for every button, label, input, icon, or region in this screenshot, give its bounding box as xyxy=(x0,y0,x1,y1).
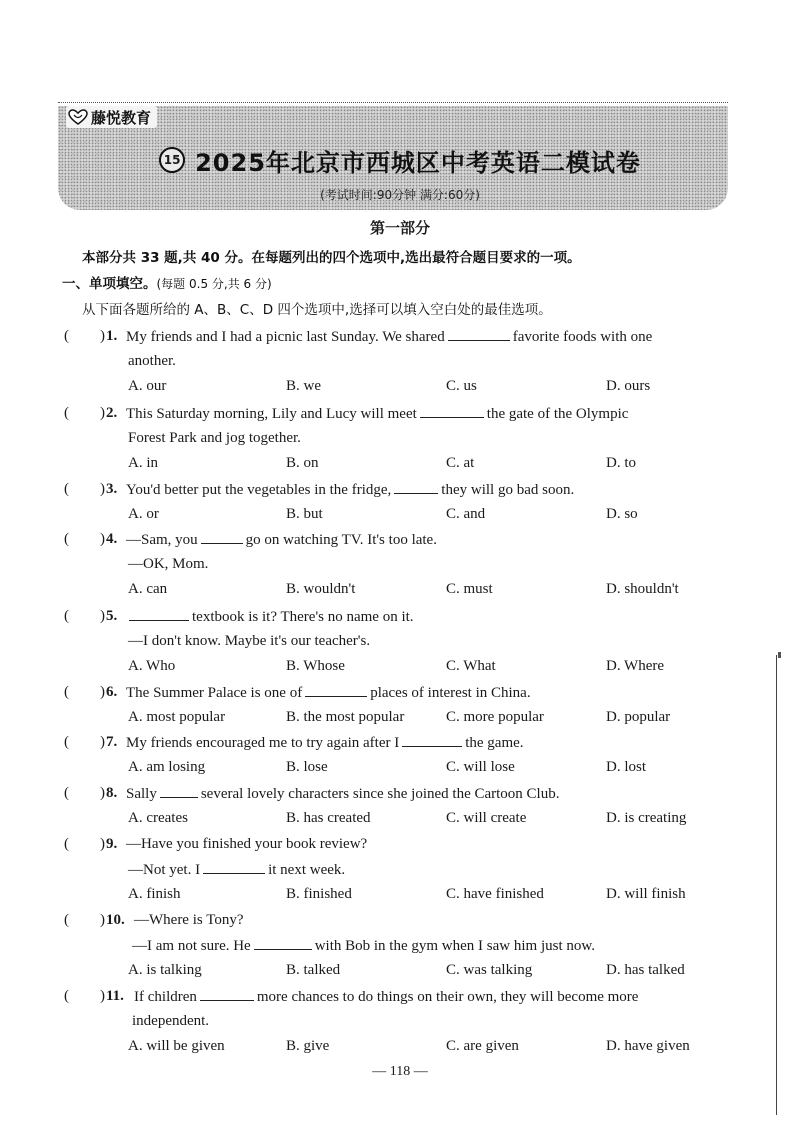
answer-blank xyxy=(254,933,312,950)
option-b: B. wouldn't xyxy=(286,581,356,597)
part-intro xyxy=(82,246,581,266)
option-d: D. is creating xyxy=(606,810,687,826)
question-line xyxy=(64,781,744,806)
question-text xyxy=(126,477,574,503)
answer-paren-close: ) xyxy=(100,328,105,344)
question-text-segment: they will go bad soon. xyxy=(441,482,575,498)
answer-paren-close: ) xyxy=(100,405,105,421)
option-c: C. us xyxy=(446,378,477,394)
option-b: B. lose xyxy=(286,759,328,775)
option-b: B. but xyxy=(286,506,323,522)
question-text-segment: —Have you finished your book review? xyxy=(126,836,368,852)
option-a: A. is talking xyxy=(128,962,202,978)
brand-logo xyxy=(66,106,157,128)
option-a: A. most popular xyxy=(128,709,226,725)
question-text-segment: Forest Park and jog together. xyxy=(128,430,301,446)
question-number: 7. xyxy=(106,734,118,750)
option-row xyxy=(64,451,744,477)
question-text-segment: more chances to do things on their own, they will become more xyxy=(256,989,639,1005)
section-instruction: 从下面各题所给的 A、B、C、D 四个选项中,选择可以填入空白处的最佳选项。 xyxy=(82,302,552,318)
question-text xyxy=(128,426,301,451)
answer-blank xyxy=(448,324,510,341)
exam-number-badge: 15 xyxy=(159,147,185,173)
question-number: 2. xyxy=(106,405,118,421)
answer-paren-open: ( xyxy=(64,328,69,344)
option-d: D. so xyxy=(606,506,638,522)
option-a: A. creates xyxy=(128,810,188,826)
question xyxy=(64,527,744,603)
question-text-segment: My friends and I had a picnic last Sunday. We shared xyxy=(126,329,445,345)
option-c: C. What xyxy=(446,658,496,674)
question xyxy=(64,604,744,680)
question-number: 1. xyxy=(106,328,118,344)
answer-paren-close: ) xyxy=(100,481,105,497)
answer-paren-open: ( xyxy=(64,785,69,801)
question xyxy=(64,401,744,477)
option-b: B. talked xyxy=(286,962,341,978)
question-line xyxy=(64,857,744,882)
question-line xyxy=(64,401,744,426)
answer-paren-open: ( xyxy=(64,405,69,421)
option-d: D. lost xyxy=(606,759,647,775)
question-text-segment: —Sam, you xyxy=(126,532,198,548)
answer-blank xyxy=(305,680,367,697)
option-b: B. the most popular xyxy=(286,709,405,725)
option-a: A. in xyxy=(128,455,158,471)
question-text-segment: Sally xyxy=(126,786,157,802)
question-line xyxy=(64,1009,744,1034)
option-d: D. have given xyxy=(606,1038,690,1054)
question-number: 8. xyxy=(106,785,118,801)
answer-paren-close: ) xyxy=(100,684,105,700)
option-a: A. will be given xyxy=(128,1038,225,1054)
option-b: B. on xyxy=(286,455,319,471)
question-text-segment: —Where is Tony? xyxy=(134,912,244,928)
option-c: C. will create xyxy=(446,810,527,826)
answer-paren-open: ( xyxy=(64,684,69,700)
answer-blank xyxy=(203,857,265,874)
option-row xyxy=(64,1034,744,1060)
option-row xyxy=(64,806,744,832)
question-number: 3. xyxy=(106,481,118,497)
answer-blank xyxy=(200,984,254,1001)
answer-paren-open: ( xyxy=(64,912,69,928)
answer-paren-open: ( xyxy=(64,836,69,852)
question-text-segment: This Saturday morning, Lily and Lucy will meet xyxy=(126,406,417,422)
question-number: 9. xyxy=(106,836,118,852)
question-text-segment: go on watching TV. It's too late. xyxy=(245,532,437,548)
question-line xyxy=(64,908,744,933)
question xyxy=(64,680,744,731)
answer-paren-open: ( xyxy=(64,734,69,750)
option-row xyxy=(64,705,744,731)
question-line xyxy=(64,324,744,349)
option-a: A. our xyxy=(128,378,167,394)
question-text-segment: textbook is it? There's no name on it. xyxy=(192,609,414,625)
top-dotted-rule xyxy=(58,102,728,103)
question-number: 5. xyxy=(106,608,118,624)
question xyxy=(64,984,744,1060)
question-line xyxy=(64,933,744,958)
option-d: D. has talked xyxy=(606,962,685,978)
question xyxy=(64,832,744,908)
part-title: 第一部分 xyxy=(369,219,430,237)
option-row xyxy=(64,577,744,603)
option-a: A. Who xyxy=(128,658,176,674)
option-b: B. has created xyxy=(286,810,371,826)
option-d: D. Where xyxy=(606,658,665,674)
answer-blank xyxy=(160,781,198,798)
part-intro-text: 本部分共 33 题,共 40 分。在每题列出的四个选项中,选出最符合题目要求的一项。 xyxy=(82,250,581,266)
question xyxy=(64,781,744,832)
page-number: — 118 — xyxy=(372,1064,428,1079)
question-number: 4. xyxy=(106,531,118,547)
question-text xyxy=(128,552,208,577)
question-text-segment: favorite foods with one xyxy=(512,329,653,345)
answer-paren-open: ( xyxy=(64,608,69,624)
question-text-segment: If children xyxy=(134,989,197,1005)
question-line xyxy=(64,552,744,577)
option-c: C. and xyxy=(446,506,486,522)
question-text-segment: The Summer Palace is one of xyxy=(126,685,303,701)
option-row xyxy=(64,374,744,400)
option-b: B. we xyxy=(286,378,321,394)
heart-logo-icon xyxy=(68,109,88,125)
answer-blank xyxy=(402,730,462,747)
option-c: C. more popular xyxy=(446,709,544,725)
question-text-segment: the game. xyxy=(465,735,524,751)
answer-paren-open: ( xyxy=(64,481,69,497)
question-line xyxy=(64,426,744,451)
option-b: B. give xyxy=(286,1038,330,1054)
question-text-segment: —I don't know. Maybe it's our teacher's. xyxy=(128,633,371,649)
option-c: C. are given xyxy=(446,1038,519,1054)
exam-subtitle: (考试时间:90分钟 满分:60分) xyxy=(320,188,480,202)
question-line xyxy=(64,629,744,654)
option-row xyxy=(64,755,744,781)
option-a: A. am losing xyxy=(128,759,206,775)
answer-blank xyxy=(420,401,484,418)
section-title xyxy=(62,272,272,292)
answer-blank xyxy=(394,477,438,494)
question-text-segment: several lovely characters since she joined the Cartoon Club. xyxy=(200,786,560,802)
question-text xyxy=(134,908,243,933)
option-c: C. will lose xyxy=(446,759,515,775)
question-line xyxy=(64,984,744,1009)
question-text xyxy=(126,527,437,553)
question xyxy=(64,908,744,984)
option-b: B. finished xyxy=(286,886,352,902)
answer-paren-close: ) xyxy=(100,608,105,624)
edge-mark xyxy=(778,652,781,658)
question-text xyxy=(126,680,531,706)
answer-paren-close: ) xyxy=(100,988,105,1004)
question-text xyxy=(126,730,524,756)
option-c: C. have finished xyxy=(446,886,544,902)
answer-paren-open: ( xyxy=(64,531,69,547)
question-text xyxy=(126,781,559,807)
option-b: B. Whose xyxy=(286,658,345,674)
option-d: D. to xyxy=(606,455,636,471)
question xyxy=(64,730,744,781)
question-line xyxy=(64,604,744,629)
question xyxy=(64,324,744,400)
question-text xyxy=(132,1009,209,1034)
question-text xyxy=(126,324,652,350)
answer-paren-close: ) xyxy=(100,531,105,547)
question-text-segment: with Bob in the gym when I saw him just now. xyxy=(314,938,595,954)
option-a: A. can xyxy=(128,581,168,597)
answer-blank xyxy=(201,527,243,544)
option-d: D. popular xyxy=(606,709,671,725)
question-text xyxy=(126,604,414,630)
question-line xyxy=(64,349,744,374)
question-text-segment: —I am not sure. He xyxy=(132,938,251,954)
question-number: 11. xyxy=(106,988,124,1004)
question-text xyxy=(128,349,176,374)
exam-title: 2025年北京市西城区中考英语二模试卷 xyxy=(195,148,641,177)
question-text-segment: independent. xyxy=(132,1013,210,1029)
option-row xyxy=(64,654,744,680)
option-c: C. at xyxy=(446,455,475,471)
question-text xyxy=(128,857,345,883)
option-c: C. must xyxy=(446,581,493,597)
scan-edge-line xyxy=(776,655,777,1115)
question-line xyxy=(64,832,744,857)
question-text-segment: places of interest in China. xyxy=(370,685,531,701)
question-text xyxy=(126,401,628,427)
question-text-segment: My friends encouraged me to try again after I xyxy=(126,735,400,751)
question xyxy=(64,477,744,528)
option-row xyxy=(64,502,744,528)
answer-blank xyxy=(129,604,189,621)
option-row xyxy=(64,958,744,984)
question-number: 6. xyxy=(106,684,118,700)
option-row xyxy=(64,882,744,908)
question-text xyxy=(126,832,367,857)
question-text xyxy=(128,629,370,654)
option-c: C. was talking xyxy=(446,962,533,978)
question-line xyxy=(64,477,744,502)
exam-title-row xyxy=(0,143,800,177)
question-number: 10. xyxy=(106,912,125,928)
question-line xyxy=(64,527,744,552)
question-text-segment: another. xyxy=(128,353,176,369)
question-line xyxy=(64,730,744,755)
answer-paren-close: ) xyxy=(100,785,105,801)
option-d: D. will finish xyxy=(606,886,686,902)
option-a: A. or xyxy=(128,506,159,522)
answer-paren-close: ) xyxy=(100,734,105,750)
question-line xyxy=(64,680,744,705)
question-text-segment: the gate of the Olympic xyxy=(486,406,629,422)
answer-paren-close: ) xyxy=(100,836,105,852)
question-text xyxy=(134,984,638,1010)
question-text xyxy=(132,933,595,959)
section-score: (每题 0.5 分,共 6 分) xyxy=(156,277,272,291)
answer-paren-close: ) xyxy=(100,912,105,928)
option-a: A. finish xyxy=(128,886,181,902)
option-d: D. shouldn't xyxy=(606,581,679,597)
answer-paren-open: ( xyxy=(64,988,69,1004)
question-text-segment: —Not yet. I xyxy=(128,862,201,878)
question-text-segment: —OK, Mom. xyxy=(128,556,209,572)
option-d: D. ours xyxy=(606,378,651,394)
logo-text: 藤悦教育 xyxy=(91,108,152,127)
question-text-segment: You'd better put the vegetables in the fridge, xyxy=(126,482,392,498)
question-text-segment: it next week. xyxy=(268,862,346,878)
section-title-text: 一、单项填空。 xyxy=(62,276,157,292)
